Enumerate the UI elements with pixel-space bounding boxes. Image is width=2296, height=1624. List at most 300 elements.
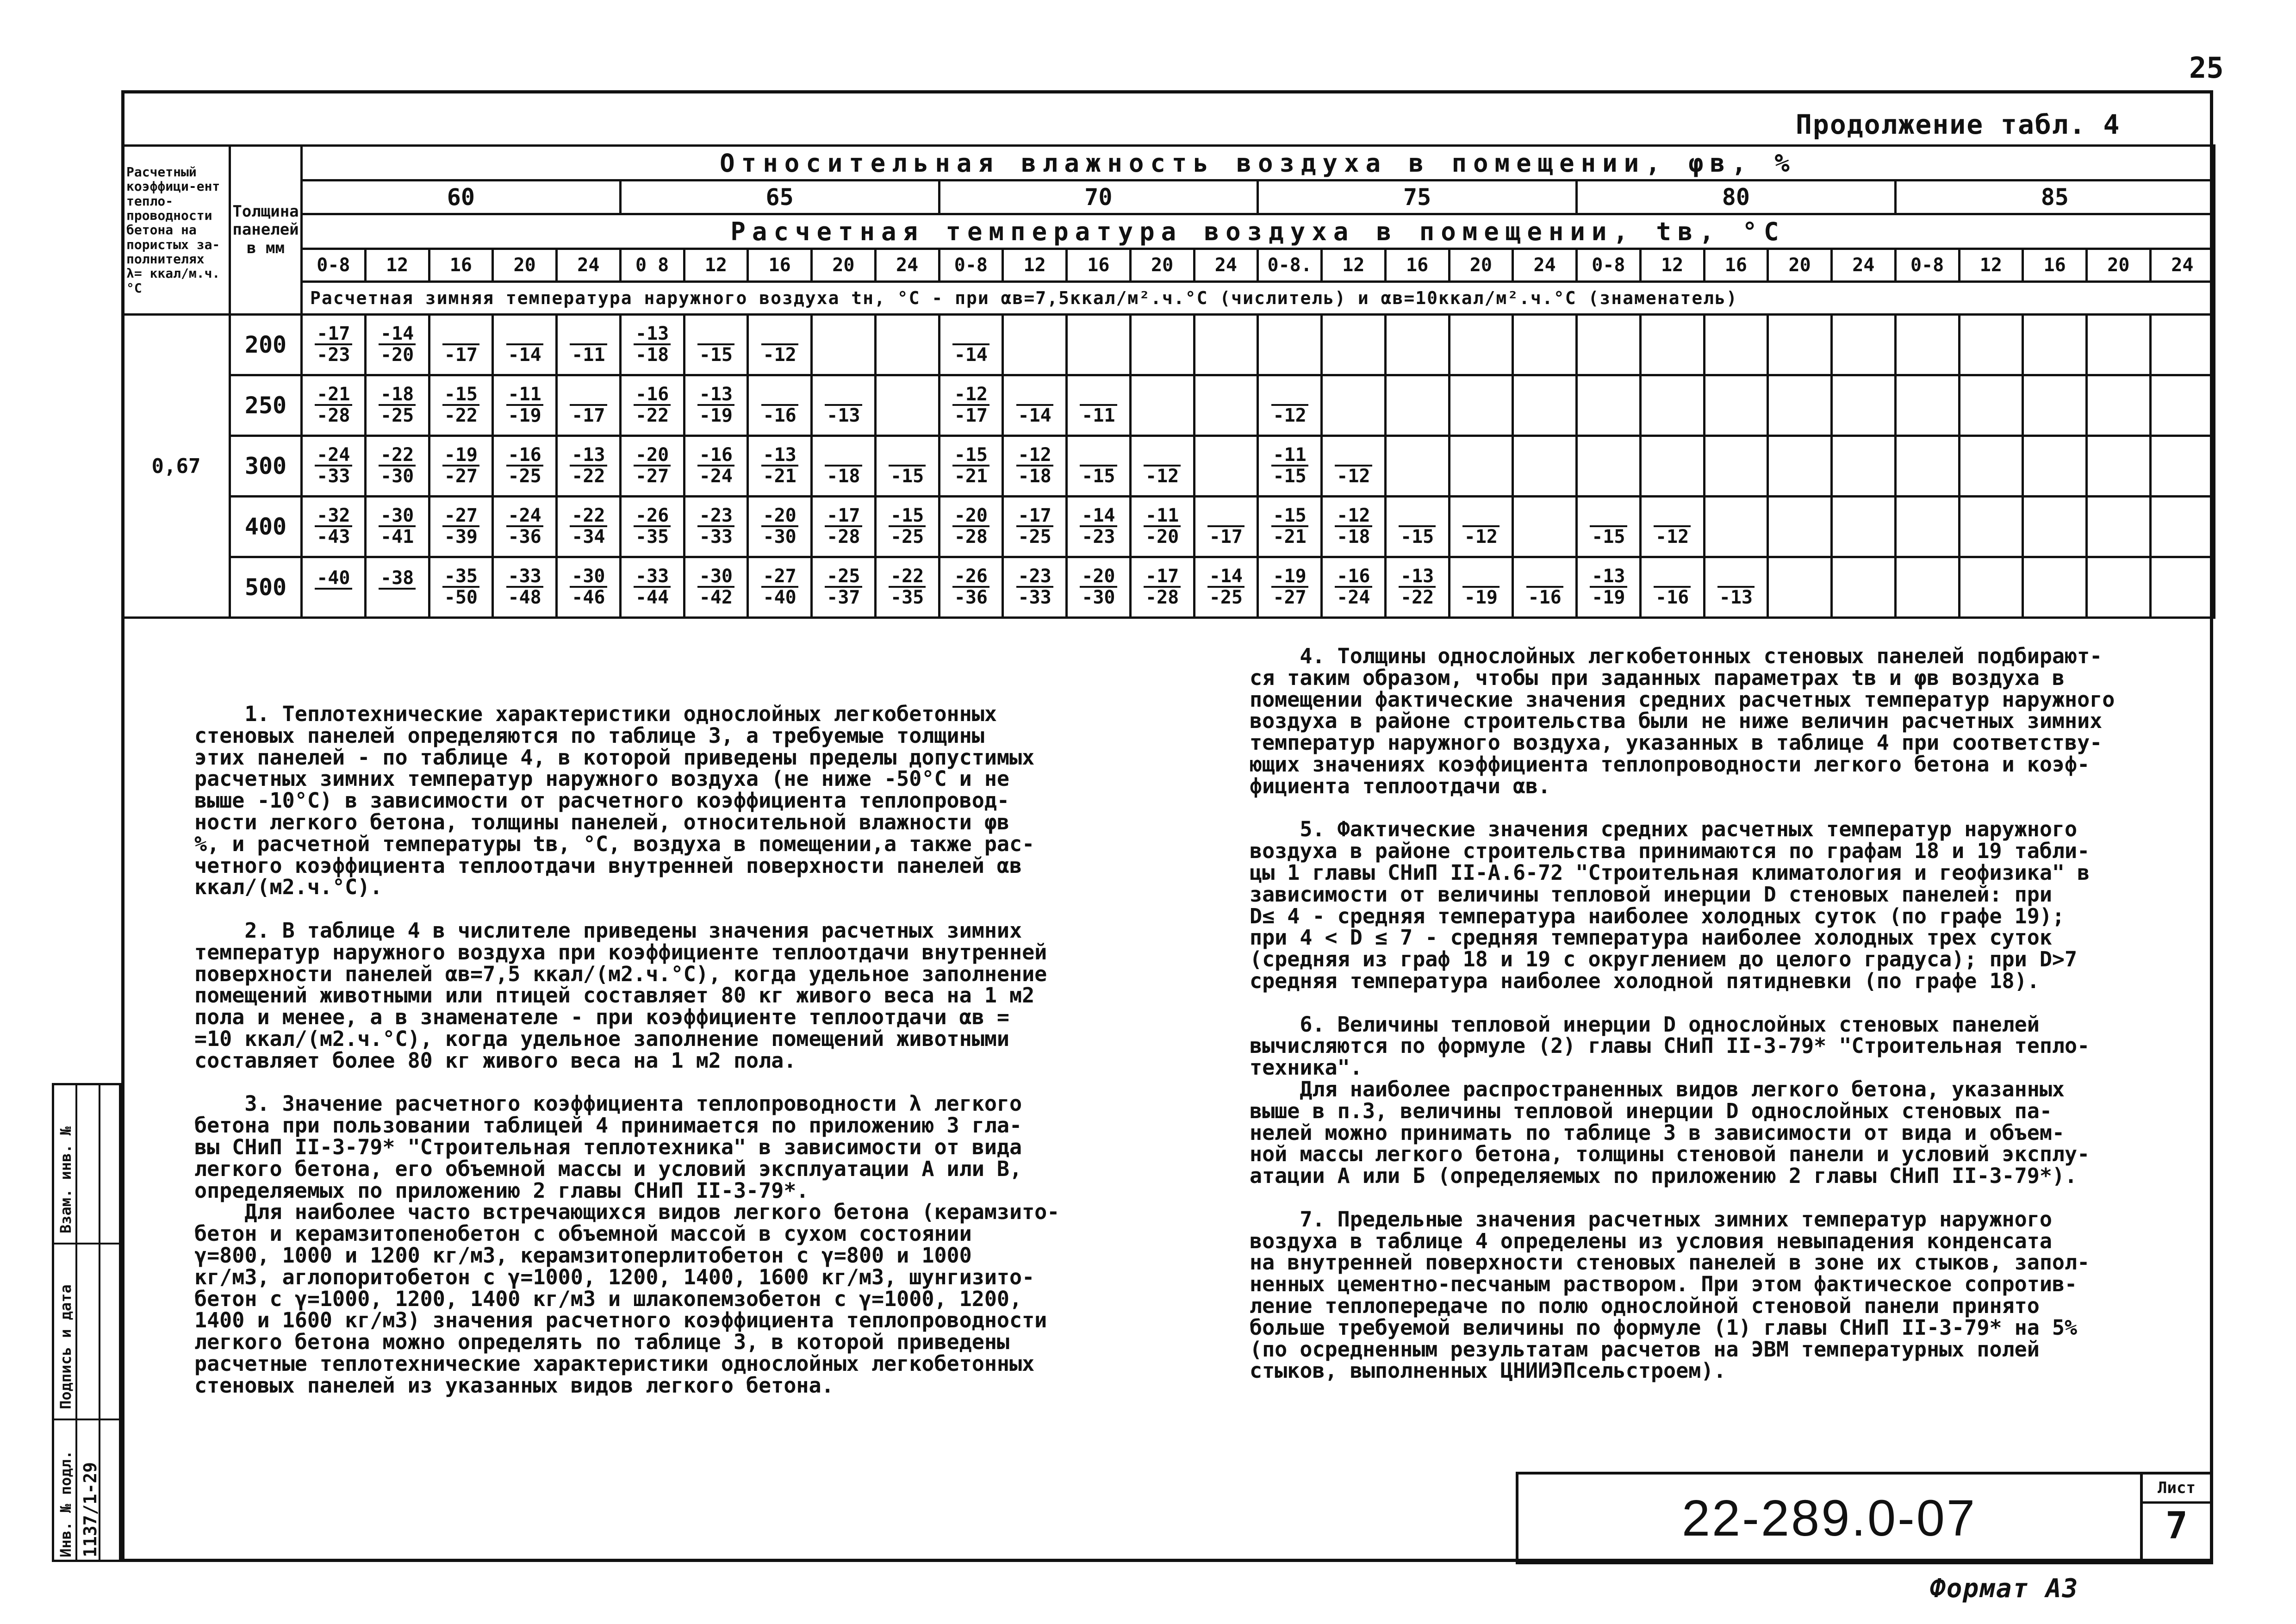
temperature-fraction [697, 385, 734, 425]
temperature-cell [1577, 375, 1641, 436]
denominator-value: -33 [1018, 586, 1052, 608]
temperature-cell [1577, 315, 1641, 375]
numerator-value: -11 [506, 385, 543, 406]
temperature-cell [1130, 497, 1194, 557]
denominator-value: -43 [317, 526, 350, 548]
temperature-fraction [761, 445, 798, 486]
temperature-fraction [506, 566, 543, 607]
denominator-value: -28 [317, 404, 350, 426]
numerator-value: -30 [697, 566, 734, 588]
temperature-fraction [506, 506, 543, 547]
temperature-cell [1003, 315, 1067, 375]
temperature-fraction [570, 324, 607, 365]
numerator-value: -20 [634, 445, 671, 467]
temperature-cell [557, 557, 621, 618]
sheet-label: Лист [2143, 1475, 2210, 1504]
numerator-value [761, 324, 798, 345]
temperature-cell [1832, 436, 1896, 497]
denominator-value: -25 [1018, 526, 1052, 548]
temperature-cell [1513, 557, 1577, 618]
numerator-value [1399, 506, 1436, 527]
denominator-value: -16 [763, 404, 796, 426]
inner-temp-value: 12 [1322, 249, 1386, 282]
temperature-fraction [506, 445, 543, 486]
inner-temp-value: 24 [2150, 249, 2214, 282]
denominator-value: -28 [827, 526, 860, 548]
denominator-value: -15 [1592, 526, 1625, 548]
temperature-fraction [1399, 506, 1436, 547]
temperature-cell [1895, 557, 1959, 618]
denominator-value: -39 [444, 526, 478, 548]
denominator-value: -25 [380, 404, 414, 426]
temperature-fraction [1080, 385, 1117, 425]
numerator-value: -14 [1207, 566, 1244, 588]
temperature-fraction [1271, 506, 1308, 547]
inner-temp-value: 16 [1067, 249, 1131, 282]
denominator-value: -34 [572, 526, 605, 548]
temperature-cell [1194, 315, 1258, 375]
numerator-value: -30 [570, 566, 607, 588]
temperature-cell [1449, 375, 1513, 436]
denominator-value: -24 [699, 465, 733, 487]
temperature-cell [1577, 557, 1641, 618]
humidity-value: 60 [302, 180, 621, 214]
numerator-value: -20 [1080, 566, 1117, 588]
temperature-cell [2150, 436, 2214, 497]
numerator-value: -17 [315, 324, 352, 345]
numerator-value: -24 [315, 445, 352, 467]
inner-temp-value: 20 [1449, 249, 1513, 282]
numerator-value: -32 [315, 506, 352, 527]
temperature-cell [1385, 497, 1449, 557]
temperature-cell [1704, 557, 1768, 618]
temperature-cell [2150, 497, 2214, 557]
numerator-value: -26 [634, 506, 671, 527]
temperature-fraction [1016, 506, 1053, 547]
temperature-cell [812, 315, 876, 375]
temperature-cell [1449, 436, 1513, 497]
temperature-cell [557, 375, 621, 436]
temperature-fraction [634, 566, 671, 607]
numerator-value: -13 [697, 385, 734, 406]
notes-right-column: 4. Толщины однослойных легкобетонных стеновых панелей подбирают- ся таким образом, чтобы при заданных параметрах tв и φв воздуха в помещении фактические значения средних расчетных температур наружного воздуха в районе строительства были не ниже величин расчетных зимних температур наружного воздуха, указанных в таблице 4 при соответству- ющих значениях коэффициента теплопроводности легкого бетона и коэф- фициента теплоотдачи αв. 5. Фактические значения средних расчетных температур наружного воздуха в районе строительства принимаются по графам 18 и 19 табли- цы 1 главы СНиП II-А.6-72 "Строительная климатология и геофизика" в зависимости от величины тепловой инерции D стеновых панелей: при D≤ 4 - средняя температура наиболее холодных суток (по графе 19); при 4 < D ≤ 7 - средняя температура наиболее холодных трех суток (средняя из граф 18 и 19 с округлением до целого градуса); при D>7 средняя температура наиболее холодной пятидневки (по графе 18). 6. Величины тепловой инерции D однослойных стеновых панелей вычисляются по формуле (2) главы СНиП II-3-79* "Строительная тепло- техника". Для наиболее распространенных видов легкого бетона, указанных выше в п.3, величины тепловой инерции D однослойных стеновых па- нелей можно принимать по таблице 3 в зависимости от вида и объем- ной массы легкого бетона, толщины стеновой панели и условий эксплу- атации А или Б (определяемых по приложению 2 главы СНиП II-3-79*). 7. Предельные значения расчетных зимних температур наружного воздуха в таблице 4 определены из условия невыпадения конденсата на внутренней поверхности стеновых панелей в зоне их стыков, запол- ненных цементно-песчаным раствором. При этом фактическое сопротив- ление теплопередаче по полю однослойной стеновой панели принято больше требуемой величины по формуле (1) главы СНиП II-3-79* на 5% (по осредненным результатам расчетов на ЭВМ температурных полей стыков, выполненных ЦНИИЭПсельстроем). [1250, 644, 2115, 1383]
denominator-value: -36 [508, 526, 541, 548]
temperature-fraction [379, 324, 416, 365]
temperature-cell [1959, 315, 2023, 375]
denominator-value: -15 [890, 465, 924, 487]
denominator-value: -11 [572, 344, 605, 366]
temperature-cell [1449, 315, 1513, 375]
numerator-value [1462, 566, 1500, 588]
denominator-value: -23 [317, 344, 350, 366]
temperature-fraction [1654, 506, 1691, 547]
temperature-fraction [379, 445, 416, 486]
numerator-value: -13 [570, 445, 607, 467]
denominator-value: -19 [699, 404, 733, 426]
temperature-fraction [952, 385, 989, 425]
denominator-value: -48 [508, 586, 541, 608]
numerator-value: -23 [697, 506, 734, 527]
numerator-value: -20 [952, 506, 989, 527]
temperature-cell [429, 436, 493, 497]
numerator-value: -16 [697, 445, 734, 467]
temperature-cell [875, 375, 939, 436]
denominator-value: -12 [1655, 526, 1689, 548]
numerator-value: -14 [1080, 506, 1117, 527]
temperature-fraction [442, 506, 479, 547]
denominator-value: -41 [380, 526, 414, 548]
denominator-value: -50 [444, 586, 478, 608]
temperature-cell [1322, 315, 1386, 375]
temperature-cell [1130, 315, 1194, 375]
temperature-cell [365, 436, 429, 497]
sheet-number: 7 [2165, 1504, 2188, 1547]
temperature-cell [1194, 436, 1258, 497]
denominator-value: -35 [635, 526, 669, 548]
temperature-cell [1130, 557, 1194, 618]
temperature-fraction [889, 566, 926, 607]
temperature-fraction [1335, 445, 1372, 486]
denominator-value: -12 [1337, 465, 1370, 487]
thickness-value: 200 [230, 315, 302, 375]
temperature-cell [429, 557, 493, 618]
temperature-cell [684, 557, 748, 618]
denominator-value: -11 [1082, 404, 1115, 426]
temperature-fraction [379, 568, 416, 609]
document-code: 22-289.0-07 [1516, 1472, 2143, 1564]
numerator-value: -30 [379, 506, 416, 527]
temperature-cell [2087, 315, 2151, 375]
temperature-cell [939, 497, 1003, 557]
temperature-cell [1194, 497, 1258, 557]
temperature-fraction [570, 506, 607, 547]
denominator-value: -19 [508, 404, 541, 426]
temperature-fraction [1144, 566, 1181, 607]
temperature-cell [812, 497, 876, 557]
denominator-value: -13 [1719, 586, 1753, 608]
temperature-fraction [697, 324, 734, 365]
temperature-cell [1067, 375, 1131, 436]
temperature-cell [1704, 375, 1768, 436]
numerator-value: -16 [506, 445, 543, 467]
temperature-fraction [825, 506, 862, 547]
temperature-cell [1385, 436, 1449, 497]
numerator-value [1526, 566, 1563, 588]
numerator-value: -18 [379, 385, 416, 406]
humidity-header: Относительная влажность воздуха в помещении, φв, % [302, 146, 2215, 180]
inner-temp-value: 12 [1640, 249, 1704, 282]
temperature-cell [1258, 375, 1322, 436]
denominator-value: -30 [1082, 586, 1115, 608]
humidity-value: 75 [1258, 180, 1577, 214]
denominator-value: -15 [699, 344, 733, 366]
inner-temp-value: 0 8 [620, 249, 684, 282]
temperature-fraction [1080, 566, 1117, 607]
temperature-cell [1513, 497, 1577, 557]
temperature-cell [2150, 375, 2214, 436]
temperature-fraction [1144, 506, 1181, 547]
denominator-value: -12 [1273, 404, 1307, 426]
temperature-fraction [442, 385, 479, 425]
humidity-value: 70 [939, 180, 1258, 214]
temperature-cell [302, 557, 366, 618]
temperature-cell [875, 557, 939, 618]
temperature-cell [1067, 315, 1131, 375]
denominator-value: -14 [954, 344, 988, 366]
temperature-cell [684, 436, 748, 497]
denominator-value: -15 [1082, 465, 1115, 487]
numerator-value: -12 [1335, 506, 1372, 527]
temperature-cell [1895, 315, 1959, 375]
temperature-cell [1513, 375, 1577, 436]
temperature-cell [875, 497, 939, 557]
humidity-value: 85 [1895, 180, 2214, 214]
numerator-value: -24 [506, 506, 543, 527]
temperature-fraction [1271, 566, 1308, 607]
humidity-value: 80 [1577, 180, 1896, 214]
numerator-value [825, 445, 862, 467]
numerator-value [1016, 385, 1053, 406]
numerator-value [761, 385, 798, 406]
temperature-cell [1003, 436, 1067, 497]
temperature-cell [812, 557, 876, 618]
numerator-value: -15 [889, 506, 926, 527]
temperature-cell [748, 315, 812, 375]
temperature-cell [365, 497, 429, 557]
temperature-cell [1959, 557, 2023, 618]
temperature-fraction [697, 506, 734, 547]
thickness-value: 300 [230, 436, 302, 497]
denominator-value: -13 [827, 404, 860, 426]
temperature-cell [620, 497, 684, 557]
temperature-cell [302, 315, 366, 375]
temperature-cell [1258, 436, 1322, 497]
temperature-cell [302, 497, 366, 557]
temperature-cell [1959, 436, 2023, 497]
left-stamp-strip [52, 1083, 121, 1562]
denominator-value: -15 [1273, 465, 1307, 487]
denominator-value: -40 [763, 586, 796, 608]
denominator-value: -33 [317, 465, 350, 487]
denominator-value: -18 [1018, 465, 1052, 487]
temperature-fraction [634, 506, 671, 547]
temperature-fraction [379, 385, 416, 425]
temperature-fraction [1335, 506, 1372, 547]
numerator-value: -15 [952, 445, 989, 467]
notes-left-column: 1. Теплотехнические характеристики однослойных легкобетонных стеновых панелей определяются по таблице 3, а требуемые толщины этих панелей - по таблице 4, в которой приведены пределы допустимых расчетных зимних температур наружного воздуха (не ниже -50°С и не выше -10°С) в зависимости от расчетного коэффициента теплопровод- ности легкого бетона, толщины панелей, относительной влажности φв %, и расчетной температуры tв, °С, воздуха в помещении,а также рас- четного коэффициента теплоотдачи внутренней поверхности панелей αв ккал/(м2.ч.°С). 2. В таблице 4 в числителе приведены значения расчетных зимних температур наружного воздуха при коэффициенте теплоотдачи внутренней поверхности панелей αв=7,5 ккал/(м2.ч.°С), когда удельное заполнение помещений животными или птицей составляет 80 кг живого веса на 1 м2 пола и менее, а в знаменателе - при коэффициенте теплоотдачи αв = =10 ккал/(м2.ч.°С), когда удельное заполнение помещений животными составляет более 80 кг живого веса на 1 м2 пола. 3. Значение расчетного коэффициента теплопроводности λ легкого бетона при пользовании таблицей 4 принимается по приложению 3 гла- вы СНиП II-3-79* "Строительная теплотехника" в зависимости от вида легкого бетона, его объемной массы и условий эксплуатации А или В, определяемых по приложению 2 главы СНиП II-3-79*. Для наиболее часто встречающихся видов легкого бетона (керамзито- бетон и керамзитопенобетон с объемной массой в сухом состоянии γ=800, 1000 и 1200 кг/м3, керамзитоперлитобетон с γ=800 и 1000 кг/м3, аглопоритобетон с γ=1000, 1200, 1400, 1600 кг/м3, шунгизито- бетон с γ=1000, 1200, 1400 кг/м3 и шлакопемзобетон с γ=1000, 1200, 1400 и 1600 кг/м3) значения расчетного коэффициента теплопроводности легкого бетона можно определять по таблице 3, в которой приведены расчетные теплотехнические характеристики однослойных легкобетонных стеновых панелей из указанных видов легкого бетона. [194, 702, 1060, 1398]
temperature-fraction [634, 385, 671, 425]
temperature-fraction [1271, 445, 1308, 486]
temperature-cell [620, 315, 684, 375]
temperature-cell [620, 375, 684, 436]
denominator-value: -17 [444, 344, 478, 366]
temperature-fraction [570, 385, 607, 425]
inner-temp-value: 12 [684, 249, 748, 282]
numerator-value: -23 [1016, 566, 1053, 588]
inv-number: 1137/1-29 [80, 1462, 100, 1557]
numerator-value [1144, 445, 1181, 467]
temperature-cell [939, 375, 1003, 436]
numerator-value: -25 [825, 566, 862, 588]
numerator-value: -17 [1016, 506, 1053, 527]
denominator-value: -25 [508, 465, 541, 487]
temperature-fraction [1016, 566, 1053, 607]
temperature-cell [1704, 497, 1768, 557]
temperature-fraction [697, 566, 734, 607]
temperature-fraction [379, 506, 416, 547]
numerator-value: -19 [442, 445, 479, 467]
temperature-fraction [1590, 506, 1627, 547]
denominator-value: -18 [827, 465, 860, 487]
temperature-cell [1322, 436, 1386, 497]
temperature-fraction [315, 506, 352, 547]
denominator-value [315, 590, 352, 609]
temperature-fraction [761, 324, 798, 365]
numerator-value: -38 [379, 568, 416, 590]
inner-temp-value: 24 [557, 249, 621, 282]
temperature-cell [557, 315, 621, 375]
numerator-value: -16 [1335, 566, 1372, 588]
temperature-cell [812, 436, 876, 497]
numerator-value: -27 [761, 566, 798, 588]
temperature-cell [493, 436, 557, 497]
numerator-value [825, 385, 862, 406]
denominator-value: -17 [954, 404, 988, 426]
temperature-cell [1194, 557, 1258, 618]
temperature-cell [875, 436, 939, 497]
sheet-number-box [2143, 1472, 2213, 1564]
denominator-value: -42 [699, 586, 733, 608]
temperature-cell [493, 557, 557, 618]
temperature-cell [2087, 497, 2151, 557]
temperature-cell [939, 557, 1003, 618]
inner-temp-value: 20 [2087, 249, 2151, 282]
temperature-cell [1067, 436, 1131, 497]
numerator-value: -17 [1144, 566, 1181, 588]
numerator-value [1207, 506, 1244, 527]
temperature-cell [1832, 315, 1896, 375]
temperature-fraction [952, 566, 989, 607]
denominator-value: -46 [572, 586, 605, 608]
replace-label: Взам. инв. № [57, 1126, 75, 1233]
temperature-cell [1385, 315, 1449, 375]
temperature-fraction [1271, 385, 1308, 425]
denominator-value: -37 [827, 586, 860, 608]
denominator-value: -27 [444, 465, 478, 487]
inner-temp-value: 20 [812, 249, 876, 282]
temperature-cell [557, 497, 621, 557]
numerator-value: -14 [379, 324, 416, 345]
numerator-value: -21 [315, 385, 352, 406]
temperature-fraction [761, 385, 798, 425]
inner-temp-value: 24 [1513, 249, 1577, 282]
temperature-cell [939, 436, 1003, 497]
temperature-cell [493, 315, 557, 375]
numerator-value: -12 [952, 385, 989, 406]
denominator-value: -20 [380, 344, 414, 366]
numerator-value: -15 [1271, 506, 1308, 527]
numerator-value [506, 324, 543, 345]
outer-temp-note: Расчетная зимняя температура наружного воздуха tн, °С - при αв=7,5ккал/м².ч.°С (числитель) и αв=10ккал/м².ч.°С (знаменатель) [302, 282, 2215, 315]
thickness-value: 400 [230, 497, 302, 557]
temperature-cell [1577, 436, 1641, 497]
temperature-fraction [1654, 566, 1691, 607]
numerator-value [1335, 445, 1372, 467]
temperature-cell [302, 375, 366, 436]
temperature-cell [2150, 557, 2214, 618]
denominator-value: -30 [380, 465, 414, 487]
temperature-cell [875, 315, 939, 375]
numerator-value [697, 324, 734, 345]
temperature-cell [557, 436, 621, 497]
thickness-header: Толщина панелей в мм [230, 146, 302, 315]
temperature-cell [748, 557, 812, 618]
temperature-cell [365, 375, 429, 436]
temperature-cell [1322, 497, 1386, 557]
inner-temp-value: 16 [748, 249, 812, 282]
temperature-fraction [1207, 506, 1244, 547]
temperature-fraction [570, 566, 607, 607]
temperature-fraction [889, 445, 926, 486]
temperature-cell [1322, 557, 1386, 618]
inner-temp-value: 16 [1385, 249, 1449, 282]
temperature-fraction [634, 324, 671, 365]
numerator-value: -35 [442, 566, 479, 588]
numerator-value [1080, 385, 1117, 406]
temperature-fraction [1016, 385, 1053, 425]
denominator-value: -12 [1145, 465, 1179, 487]
denominator-value: -20 [1145, 526, 1179, 548]
numerator-value [442, 324, 479, 345]
temperature-cell [1003, 557, 1067, 618]
numerator-value: -20 [761, 506, 798, 527]
temperature-fraction [1717, 566, 1755, 607]
temperature-cell [2087, 436, 2151, 497]
temperature-cell [1895, 436, 1959, 497]
lambda-header: Расчетный коэффици-ент тепло-проводности бетона на пористых за-полнителях λ= ккал/м.ч.°С [123, 146, 230, 315]
numerator-value: -13 [761, 445, 798, 467]
temperature-fraction [315, 324, 352, 365]
temperature-cell [1640, 436, 1704, 497]
temperature-fraction [761, 506, 798, 547]
inner-temp-value: 20 [493, 249, 557, 282]
numerator-value: -15 [442, 385, 479, 406]
temperature-fraction [442, 566, 479, 607]
inner-temp-value: 24 [875, 249, 939, 282]
temperature-cell [1322, 375, 1386, 436]
numerator-value: -22 [379, 445, 416, 467]
temperature-cell [2023, 315, 2087, 375]
inner-temp-value: 0-8 [1895, 249, 1959, 282]
temperature-fraction [442, 324, 479, 365]
temperature-fraction [1590, 566, 1627, 607]
temperature-fraction [889, 506, 926, 547]
temperature-cell [365, 557, 429, 618]
numerator-value [570, 324, 607, 345]
temperature-cell [1640, 375, 1704, 436]
temperature-fraction [697, 445, 734, 486]
temperature-cell [1385, 557, 1449, 618]
temperature-cell [2023, 557, 2087, 618]
numerator-value: -19 [1271, 566, 1308, 588]
denominator-value: -21 [954, 465, 988, 487]
temperature-cell [1130, 375, 1194, 436]
temperature-cell [1067, 557, 1131, 618]
denominator-value: -14 [508, 344, 541, 366]
denominator-value: -22 [572, 465, 605, 487]
temperature-fraction [315, 385, 352, 425]
temperature-cell [429, 497, 493, 557]
